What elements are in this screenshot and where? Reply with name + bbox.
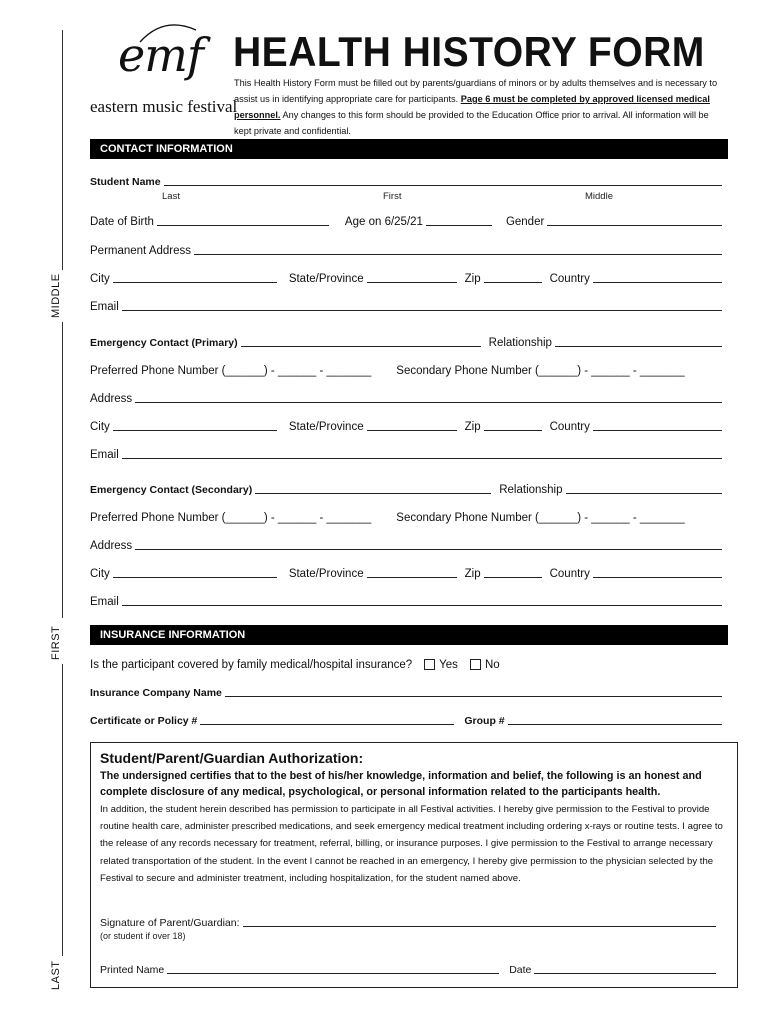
- emergency-secondary-secondary-phone[interactable]: Secondary Phone Number (______) - ______ - _______: [396, 512, 685, 524]
- side-line-mid: [62, 322, 63, 618]
- group-label: Group #: [464, 715, 505, 727]
- es-address-field[interactable]: [135, 538, 722, 550]
- emergency-primary-secondary-phone[interactable]: Secondary Phone Number (______) - ______ - _______: [396, 365, 685, 377]
- es-country-field[interactable]: [593, 566, 722, 578]
- intro-part2: Any changes to this form should be provided to the Education Office prior to arrival. All information will be kept private and confidential.: [234, 110, 709, 136]
- page-title: HEALTH HISTORY FORM: [233, 28, 705, 75]
- sub-label-middle: Middle: [585, 191, 613, 202]
- dob-field[interactable]: [157, 214, 329, 226]
- signature-label: Signature of Parent/Guardian:: [100, 917, 240, 929]
- ep-zip-field[interactable]: [484, 419, 542, 431]
- zip-label: Zip: [464, 273, 481, 285]
- permanent-address-field[interactable]: [194, 243, 722, 255]
- dob-label: Date of Birth: [90, 216, 154, 228]
- emergency-secondary-address-row: [90, 536, 726, 552]
- signature-row: [100, 913, 720, 929]
- emergency-primary-preferred-phone[interactable]: Preferred Phone Number (______) - ______ - _______: [90, 365, 372, 377]
- emergency-primary-address-row: [90, 389, 726, 405]
- emergency-primary-label: Emergency Contact (Primary): [90, 337, 238, 349]
- emergency-primary-address-label: Address: [90, 393, 133, 405]
- age-label: Age on 6/25/21: [344, 216, 423, 228]
- city-field[interactable]: [113, 271, 277, 283]
- insurance-policy-row: [90, 711, 726, 727]
- sub-label-first: First: [383, 191, 402, 202]
- side-line-low: [62, 664, 63, 956]
- emergency-secondary-name-field[interactable]: [255, 482, 491, 494]
- logo-mark: emf: [118, 28, 203, 82]
- contact-email-row: [90, 297, 726, 313]
- dob-row: [90, 212, 726, 228]
- printed-name-field[interactable]: [167, 962, 499, 974]
- city-label: City: [90, 273, 110, 285]
- emergency-primary-relationship-field[interactable]: [555, 335, 722, 347]
- emergency-secondary-preferred-phone[interactable]: Preferred Phone Number (______) - ______ - _______: [90, 512, 372, 524]
- es-state-field[interactable]: [367, 566, 457, 578]
- intro-emphasis: Page 6 must be completed by approved licensed medical personnel.: [234, 94, 710, 120]
- gender-label: Gender: [505, 216, 545, 228]
- insurance-yes-label: Yes: [439, 659, 458, 671]
- emergency-primary-city-row: [90, 417, 726, 433]
- state-field[interactable]: [367, 271, 457, 283]
- emergency-secondary-city-row: [90, 564, 726, 580]
- insurance-company-label: Insurance Company Name: [90, 687, 222, 699]
- es-zip-label: Zip: [464, 568, 481, 580]
- country-label: Country: [549, 273, 590, 285]
- email-label: Email: [90, 301, 119, 313]
- emergency-secondary-relationship-label: Relationship: [499, 484, 563, 496]
- logo-swash: [138, 20, 198, 44]
- printed-name-row: [100, 960, 720, 976]
- es-address-label: Address: [90, 540, 133, 552]
- state-label: State/Province: [288, 273, 364, 285]
- es-country-label: Country: [549, 568, 590, 580]
- emergency-primary-address-field[interactable]: [135, 391, 722, 403]
- permanent-address-row: [90, 241, 726, 257]
- side-label-middle: MIDDLE: [50, 273, 62, 318]
- es-city-label: City: [90, 568, 110, 580]
- side-label-last: LAST: [50, 960, 62, 990]
- ep-state-label: State/Province: [288, 421, 364, 433]
- ep-email-field[interactable]: [122, 447, 722, 459]
- es-zip-field[interactable]: [484, 566, 542, 578]
- policy-label: Certificate or Policy #: [90, 715, 198, 727]
- country-field[interactable]: [593, 271, 722, 283]
- ep-state-field[interactable]: [367, 419, 457, 431]
- emergency-secondary-phone-row: [90, 508, 726, 524]
- contact-section-header: CONTACT INFORMATION: [90, 139, 728, 159]
- printed-name-label: Printed Name: [100, 964, 165, 976]
- policy-field[interactable]: [200, 713, 454, 725]
- student-name-row: [90, 172, 726, 188]
- date-label: Date: [509, 964, 532, 976]
- insurance-question: Is the participant covered by family medical/hospital insurance?: [90, 659, 413, 671]
- es-email-field[interactable]: [122, 594, 722, 606]
- side-line-top: [62, 30, 63, 270]
- gender-field[interactable]: [547, 214, 722, 226]
- date-field[interactable]: [534, 962, 716, 974]
- signature-note: (or student if over 18): [100, 931, 186, 941]
- ep-city-field[interactable]: [113, 419, 277, 431]
- authorization-certification: The undersigned certifies that to the best of his/her knowledge, information and belief, the following is an honest and complete disclosure of any medical, psychological, or personal information related to the participants health.: [100, 770, 702, 798]
- insurance-company-field[interactable]: [225, 685, 722, 697]
- insurance-company-row: [90, 683, 726, 699]
- sub-label-last: Last: [162, 191, 180, 202]
- logo-name: eastern music festival: [90, 97, 238, 116]
- es-email-label: Email: [90, 596, 119, 608]
- emergency-secondary-relationship-field[interactable]: [566, 482, 722, 494]
- emergency-primary-name-field[interactable]: [241, 335, 481, 347]
- group-field[interactable]: [508, 713, 722, 725]
- emergency-secondary-label: Emergency Contact (Secondary): [90, 484, 253, 496]
- emergency-secondary-row: [90, 480, 726, 496]
- ep-zip-label: Zip: [464, 421, 481, 433]
- emergency-primary-row: [90, 333, 726, 349]
- signature-field[interactable]: [243, 915, 716, 927]
- side-label-first: FIRST: [50, 625, 62, 660]
- insurance-no-label: No: [484, 659, 500, 671]
- email-field[interactable]: [122, 299, 722, 311]
- es-city-field[interactable]: [113, 566, 277, 578]
- es-state-label: State/Province: [288, 568, 364, 580]
- intro-part1: This Health History Form must be filled out by parents/guardians of minors or by adults themselves and is necessary to assist us in identifying appropriate care for participants.: [234, 78, 718, 104]
- emergency-primary-relationship-label: Relationship: [488, 337, 552, 349]
- insurance-question-row: [90, 655, 726, 671]
- emergency-primary-email-row: [90, 445, 726, 461]
- insurance-yes-checkbox[interactable]: [424, 659, 435, 670]
- intro-text: [234, 75, 722, 139]
- ep-email-label: Email: [90, 449, 119, 461]
- zip-field[interactable]: [484, 271, 542, 283]
- emergency-secondary-email-row: [90, 592, 726, 608]
- student-name-field[interactable]: [164, 174, 722, 186]
- ep-country-field[interactable]: [593, 419, 722, 431]
- emergency-primary-phone-row: [90, 361, 726, 377]
- insurance-section-header: INSURANCE INFORMATION: [90, 625, 728, 645]
- permanent-address-label: Permanent Address: [90, 245, 192, 257]
- student-name-label: Student Name: [90, 176, 161, 188]
- authorization-body: In addition, the student herein described has permission to participate in all Festival activities. I hereby give permission to the Festival to provide routine health care, administer prescribed medications, and seek emergency medical treatment including ordering x-rays or routine tests. I agree to the release of any records necessary for treatment, referral, billing, or insurance purposes. I give permission to the Festival to arrange necessary related transportation of the student. In the event I cannot be reached in an emergency, I hereby give permission to the physician selected by the Festival to secure and administer treatment, including hospitalization, for the student named above.: [100, 804, 723, 884]
- contact-city-row: [90, 269, 726, 285]
- ep-city-label: City: [90, 421, 110, 433]
- authorization-title: Student/Parent/Guardian Authorization:: [100, 750, 364, 766]
- ep-country-label: Country: [549, 421, 590, 433]
- insurance-no-checkbox[interactable]: [470, 659, 481, 670]
- age-field[interactable]: [426, 214, 492, 226]
